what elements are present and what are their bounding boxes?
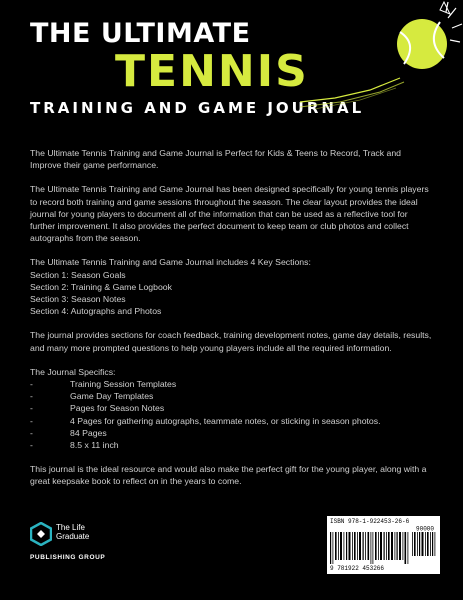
paragraph-closing: This journal is the ideal resource and would also make the perfect gift for the young player, along with a great keepsake book to reflect on in the years to come. bbox=[30, 464, 427, 487]
spec-item: - Game Day Templates bbox=[30, 391, 154, 402]
title-subtitle: TRAINING AND GAME JOURNAL bbox=[30, 99, 365, 117]
title-line-1: THE ULTIMATE bbox=[30, 18, 251, 49]
sections-intro: The Ultimate Tennis Training and Game Journal includes 4 Key Sections: bbox=[30, 257, 311, 268]
price-code: 90000 bbox=[416, 526, 435, 533]
spec-item: - 84 Pages bbox=[30, 427, 107, 438]
description-body bbox=[30, 147, 434, 500]
spec-item: - Training Session Templates bbox=[30, 379, 177, 390]
publisher-group: PUBLISHING GROUP bbox=[30, 554, 106, 561]
isbn-text: ISBN 978-1-922453-26-6 bbox=[330, 518, 410, 525]
title-tennis: TENNIS bbox=[115, 46, 309, 97]
sections-block bbox=[30, 256, 434, 317]
publisher-logo bbox=[30, 522, 140, 570]
section-item: Section 2: Training & Game Logbook bbox=[30, 281, 172, 292]
publisher-logo-icon bbox=[30, 522, 52, 546]
paragraph-features: The journal provides sections for coach feedback, training development notes, game day details, results, and many more prompted questions to help young players include all the required information. bbox=[30, 330, 432, 353]
isbn-barcode bbox=[327, 516, 440, 574]
tennis-ball-icon bbox=[300, 0, 463, 110]
specs-block bbox=[30, 366, 434, 451]
spec-item: - 4 Pages for gathering autographs, teammate notes, or sticking in season photos. bbox=[30, 415, 381, 426]
section-item: Section 4: Autographs and Photos bbox=[30, 306, 162, 317]
spec-item: - 8.5 x 11 inch bbox=[30, 440, 119, 451]
barcode-bars bbox=[330, 526, 437, 564]
spec-item: - Pages for Season Notes bbox=[30, 403, 165, 414]
paragraph-intro: The Ultimate Tennis Training and Game Journal is Perfect for Kids & Teens to Record, Track and Improve their game performance. bbox=[30, 148, 402, 171]
specs-heading: The Journal Specifics: bbox=[30, 366, 116, 377]
section-item: Section 1: Season Goals bbox=[30, 269, 126, 280]
section-item: Section 3: Season Notes bbox=[30, 294, 126, 305]
publisher-name: The Life Graduate bbox=[56, 523, 90, 541]
paragraph-overview: The Ultimate Tennis Training and Game Journal has been designed specifically for young tennis players to record both training and game sessions throughout the season. The clear layout provides the ideal journal for young players to document all of the information that can be used as a reflective tool for further improvement. It also provides the perfect document to keep team or club photos and collect autographs from the season. bbox=[30, 184, 429, 244]
barcode-digits: 9 781922 453266 bbox=[330, 565, 385, 572]
